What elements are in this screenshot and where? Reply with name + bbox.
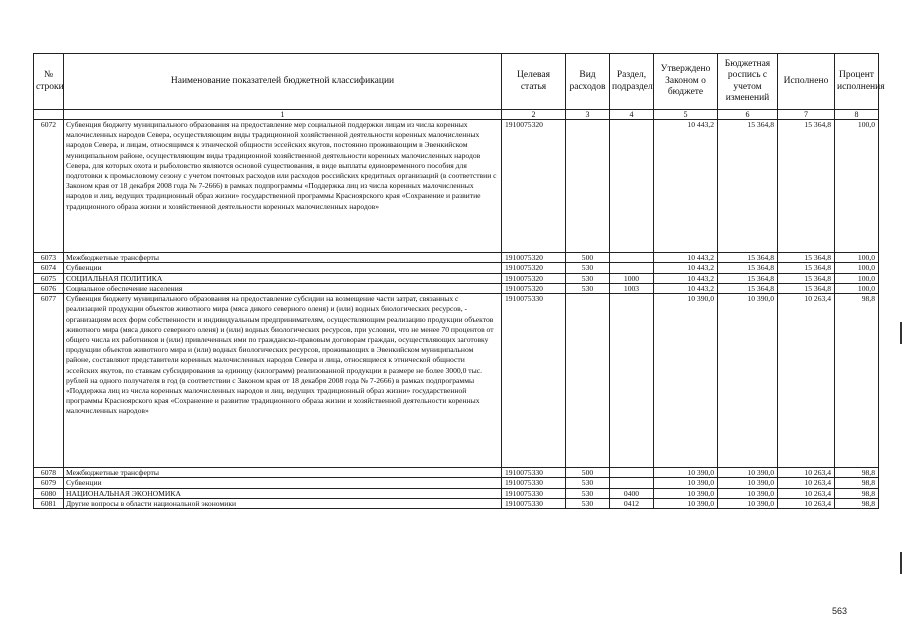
row-executed: 10 263,4 [778, 294, 835, 468]
row-target: 1910075330 [502, 499, 566, 509]
row-expense-type: 530 [566, 488, 610, 498]
row-approved: 10 390,0 [654, 468, 718, 478]
row-target: 1910075320 [502, 253, 566, 263]
row-target: 1910075330 [502, 478, 566, 488]
row-name: Социальное обеспечение населения [64, 283, 502, 293]
row-executed: 15 364,8 [778, 273, 835, 283]
row-percent: 100,0 [835, 273, 879, 283]
row-number: 6078 [34, 468, 64, 478]
row-approved: 10 443,2 [654, 273, 718, 283]
table-row [34, 263, 879, 273]
row-number: 6072 [34, 120, 64, 253]
column-number: 6 [718, 110, 778, 120]
row-percent: 100,0 [835, 283, 879, 293]
row-approved: 10 390,0 [654, 294, 718, 468]
row-name: Межбюджетные трансферты [64, 468, 502, 478]
row-section: 1003 [610, 283, 654, 293]
header-section: Раздел, подраздел [610, 54, 654, 110]
row-executed: 10 263,4 [778, 499, 835, 509]
row-name: НАЦИОНАЛЬНАЯ ЭКОНОМИКА [64, 488, 502, 498]
row-number: 6079 [34, 478, 64, 488]
row-percent: 100,0 [835, 253, 879, 263]
row-target: 1910075320 [502, 273, 566, 283]
table-row [34, 468, 879, 478]
header-executed: Исполнено [778, 54, 835, 110]
table-row [34, 499, 879, 509]
row-allocation: 15 364,8 [718, 283, 778, 293]
row-allocation: 15 364,8 [718, 253, 778, 263]
header-expense-type: Вид расходов [566, 54, 610, 110]
column-number: 5 [654, 110, 718, 120]
header-allocation: Бюджетная роспись с учетом изменений [718, 54, 778, 110]
row-percent: 100,0 [835, 263, 879, 273]
row-percent: 100,0 [835, 120, 879, 253]
budget-table [33, 53, 885, 509]
header-target: Целевая статья [502, 54, 566, 110]
header-percent: Процент исполнения [835, 54, 879, 110]
row-name: Субвенции [64, 478, 502, 488]
row-section: 1000 [610, 273, 654, 283]
row-target: 1910075330 [502, 468, 566, 478]
column-number: 3 [566, 110, 610, 120]
row-expense-type: 530 [566, 273, 610, 283]
row-section [610, 253, 654, 263]
header-row [34, 54, 879, 110]
row-expense-type: 530 [566, 499, 610, 509]
row-section: 0412 [610, 499, 654, 509]
row-executed: 15 364,8 [778, 263, 835, 273]
row-approved: 10 390,0 [654, 499, 718, 509]
table-body [34, 110, 879, 509]
row-executed: 10 263,4 [778, 468, 835, 478]
row-section [610, 478, 654, 488]
row-section [610, 120, 654, 253]
row-approved: 10 443,2 [654, 263, 718, 273]
column-number: 8 [835, 110, 879, 120]
row-executed: 15 364,8 [778, 120, 835, 253]
row-expense-type: 530 [566, 263, 610, 273]
row-section [610, 263, 654, 273]
table-row [34, 273, 879, 283]
row-name: Субвенция бюджету муниципального образования на предоставление субсидии на возмещение части затрат, связанных с реализацией продукции объектов животного мира (мяса дикого северного оленя) и (или) водных биологических ресурсов, - организациям всех форм собственности и индивидуальным предпринимателям, осуществляющим реализацию продукции объектов животного мира (мяса дикого северного оленя) и (или) водных биологических ресурсов, при условии, что не менее 70 процентов от общего числа их работников и (или) привлеченных ими по гражданско-правовым договорам граждан, осуществляющих заготовку продукции объектов животного мира и (или) водных биологических ресурсов, проживающих в Эвенкийском муниципальном районе, составляют представители коренных малочисленных народов Севера и лица, относящиеся к этнической общности эссейских якутов, по ставкам субсидирования за единицу (килограмм) реализованной продукции в размере не более 3000,0 тыс. рублей на одного получателя в год (в соответствии с Законом края от 18 декабря 2008 года № 7-2666) в рамках подпрограммы «Поддержка лиц из числа коренных малочисленных народов и лиц, ведущих традиционный образ жизни» государственной программы Красноярского края «Сохранение и развитие традиционного образа жизни и хозяйственной деятельности коренных малочисленных народов» [64, 294, 502, 468]
row-number: 6080 [34, 488, 64, 498]
row-executed: 15 364,8 [778, 283, 835, 293]
row-target: 1910075320 [502, 120, 566, 253]
row-expense-type [566, 294, 610, 468]
row-executed: 10 263,4 [778, 488, 835, 498]
row-percent: 98,8 [835, 478, 879, 488]
row-target: 1910075320 [502, 263, 566, 273]
row-allocation: 10 390,0 [718, 478, 778, 488]
row-allocation: 10 390,0 [718, 499, 778, 509]
row-target: 1910075320 [502, 283, 566, 293]
column-number: 7 [778, 110, 835, 120]
page-edge-mark [900, 552, 902, 574]
row-expense-type [566, 120, 610, 253]
row-number: 6075 [34, 273, 64, 283]
row-approved: 10 443,2 [654, 253, 718, 263]
table-row [34, 283, 879, 293]
row-number: 6077 [34, 294, 64, 468]
row-allocation: 10 390,0 [718, 488, 778, 498]
column-number: 1 [64, 110, 502, 120]
row-target: 1910075330 [502, 488, 566, 498]
row-percent: 98,8 [835, 499, 879, 509]
row-number: 6073 [34, 253, 64, 263]
row-allocation: 15 364,8 [718, 263, 778, 273]
row-percent: 98,8 [835, 488, 879, 498]
table-row [34, 253, 879, 263]
row-percent: 98,8 [835, 468, 879, 478]
row-allocation: 10 390,0 [718, 294, 778, 468]
row-name: Другие вопросы в области национальной экономики [64, 499, 502, 509]
column-number-row [34, 110, 879, 120]
row-approved: 10 443,2 [654, 283, 718, 293]
column-number: 2 [502, 110, 566, 120]
row-name: Межбюджетные трансферты [64, 253, 502, 263]
row-section [610, 468, 654, 478]
row-approved: 10 390,0 [654, 488, 718, 498]
row-number: 6081 [34, 499, 64, 509]
row-number: 6076 [34, 283, 64, 293]
row-name: СОЦИАЛЬНАЯ ПОЛИТИКА [64, 273, 502, 283]
row-allocation: 15 364,8 [718, 120, 778, 253]
row-target: 1910075330 [502, 294, 566, 468]
row-allocation: 10 390,0 [718, 468, 778, 478]
table-row [34, 488, 879, 498]
row-number: 6074 [34, 263, 64, 273]
column-number: 4 [610, 110, 654, 120]
row-expense-type: 500 [566, 468, 610, 478]
row-executed: 15 364,8 [778, 253, 835, 263]
table-row [34, 294, 879, 468]
table-row [34, 120, 879, 253]
row-allocation: 15 364,8 [718, 273, 778, 283]
row-section [610, 294, 654, 468]
row-approved: 10 390,0 [654, 478, 718, 488]
header-name: Наименование показателей бюджетной классификации [64, 54, 502, 110]
row-name: Субвенции [64, 263, 502, 273]
row-approved: 10 443,2 [654, 120, 718, 253]
header-approved: Утверждено Законом о бюджете [654, 54, 718, 110]
row-percent: 98,8 [835, 294, 879, 468]
row-executed: 10 263,4 [778, 478, 835, 488]
table-row [34, 478, 879, 488]
page-number: 563 [832, 606, 848, 616]
page-edge-mark [900, 322, 902, 344]
column-number [34, 110, 64, 120]
row-section: 0400 [610, 488, 654, 498]
row-name: Субвенция бюджету муниципального образования на предоставление мер социальной поддержки лицам из числа коренных малочисленных народов Севера, осуществляющим виды традиционной хозяйственной деятельности коренных малочисленных народов Севера, и лицам, относящимся к этнической общности эссейских якутов, постоянно проживающим в Эвенкийском муниципальном районе, осуществляющим виды традиционной хозяйственной деятельности коренных малочисленных народов Севера, для которых охота и рыболовство являются основой существования, в виде выплаты единовременного пособия для подготовки к промысловому сезону с учетом почтовых расходов или расходов российских кредитных организаций (в соответствии с Законом края от 18 декабря 2008 года № 7-2666) в рамках подпрограммы «Поддержка лиц из числа коренных малочисленных народов и лиц, ведущих традиционный образ жизни» государственной программы Красноярского края «Сохранение и развитие традиционного образа жизни и хозяйственной деятельности коренных малочисленных народов» [64, 120, 502, 253]
row-expense-type: 530 [566, 478, 610, 488]
header-row-no: № строки [34, 54, 64, 110]
row-expense-type: 530 [566, 283, 610, 293]
row-expense-type: 500 [566, 253, 610, 263]
